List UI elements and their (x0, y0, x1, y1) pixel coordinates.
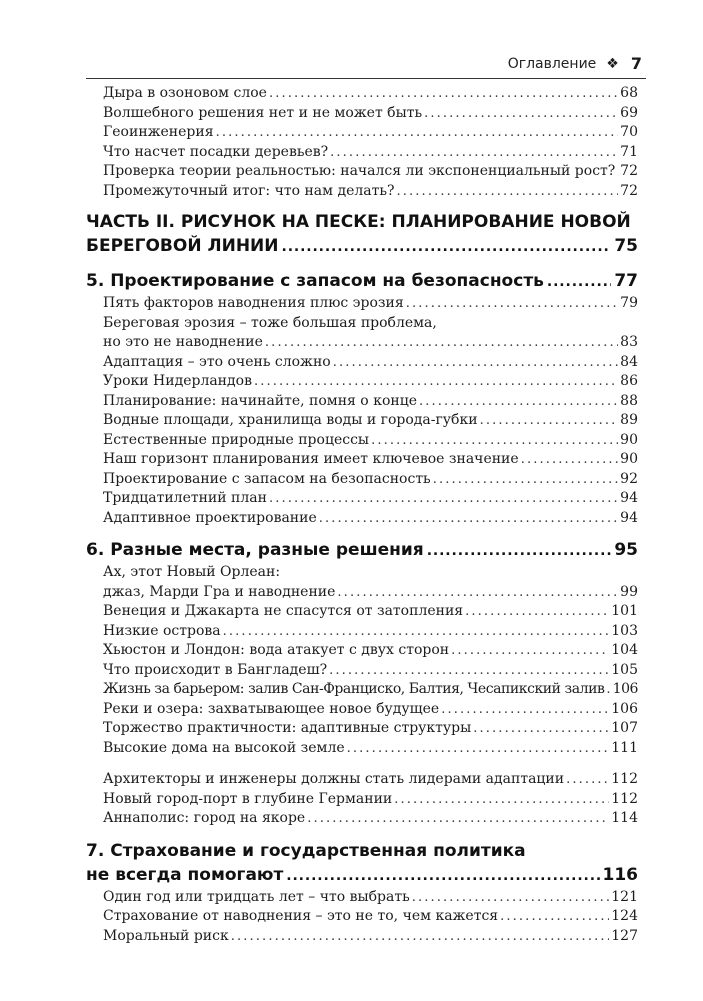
chapter-heading-line1: 7. Страхование и государственная политика (86, 840, 526, 861)
toc-entry: Аннаполис: город на якоре . . . 114 (86, 809, 638, 829)
toc-entry: Высокие дома на высокой земле . . . 111 (86, 739, 638, 759)
toc-entry: но это не наводнение . . . 83 (86, 333, 638, 353)
toc-entry: Жизнь за барьером: залив Сан-Франциско, Балтия, Чесапикский залив . . . 106 (86, 680, 638, 700)
toc-entry-line1: Береговая эрозия – тоже большая проблема, (103, 314, 437, 331)
toc-entry: Новый город-порт в глубине Германии . . . 112 (86, 790, 638, 810)
toc-entry: Дыра в озоновом слое . . . 68 (86, 84, 638, 104)
part-heading-line1: ЧАСТЬ II. РИСУНОК НА ПЕСКЕ: ПЛАНИРОВАНИЕ НОВОЙ (86, 212, 631, 232)
toc-entry: Хьюстон и Лондон: вода атакует с двух сторон . . . 104 (86, 641, 638, 661)
toc-entry: Уроки Нидерландов . . . 86 (86, 372, 638, 392)
toc-entry: Проверка теории реальностью: начался ли экспоненциальный рост? . . . 72 (86, 162, 638, 182)
toc-entry: Моральный риск . . . 127 (86, 927, 638, 947)
toc-entry: Реки и озера: захватывающее новое будущее . . . 106 (86, 700, 638, 720)
chapter-heading: 6. Разные места, разные решения . . . 95 (86, 538, 638, 563)
toc-entry-line1: Ах, этот Новый Орлеан: (103, 564, 281, 580)
running-header (86, 50, 646, 79)
chapter-heading: 5. Проектирование с запасом на безопасность . . . 77 (86, 269, 638, 294)
toc-entry: Наш горизонт планирования имеет ключевое значение . . . 90 (86, 450, 638, 470)
toc-entry: Что насчет посадки деревьев? . . . 71 (86, 143, 638, 163)
toc-entry: Что происходит в Бангладеш? . . . 105 (86, 661, 638, 681)
header-title: Оглавление (507, 56, 597, 72)
part-heading: БЕРЕГОВОЙ ЛИНИИ . . . 75 (86, 234, 638, 259)
page-number: 7 (630, 54, 642, 73)
toc-entry: Торжество практичности: адаптивные структуры . . . 107 (86, 719, 638, 739)
header-ornament-icon: ❖ (606, 56, 619, 72)
toc-entry: Тридцатилетний план . . . 94 (86, 489, 638, 509)
table-of-contents (86, 84, 638, 946)
chapter-heading: не всегда помогают . . . 116 (86, 863, 638, 888)
toc-entry: Адаптация – это очень сложно . . . 84 (86, 353, 638, 373)
toc-entry: Промежуточный итог: что нам делать? . . . 72 (86, 182, 638, 202)
toc-entry: Водные площади, хранилища воды и города-губки . . . 89 (86, 411, 638, 431)
toc-entry: Венеция и Джакарта не спасутся от затопления . . . 101 (86, 602, 638, 622)
toc-entry: Геоинженерия . . . 70 (86, 123, 638, 143)
toc-entry: Волшебного решения нет и не может быть . . . 69 (86, 104, 638, 124)
toc-entry: Естественные природные процессы . . . 90 (86, 431, 638, 451)
toc-entry: Проектирование с запасом на безопасность . . . 92 (86, 470, 638, 490)
toc-entry: Низкие острова . . . 103 (86, 622, 638, 642)
toc-entry: джаз, Марди Гра и наводнение . . . 99 (86, 583, 638, 603)
toc-entry: Архитекторы и инженеры должны стать лидерами адаптации . . . 112 (86, 770, 638, 790)
toc-entry: Адаптивное проектирование . . . 94 (86, 509, 638, 529)
toc-entry: Страхование от наводнения – это не то, чем кажется . . . 124 (86, 907, 638, 927)
toc-entry: Планирование: начинайте, помня о конце . . . 88 (86, 392, 638, 412)
toc-entry: Один год или тридцать лет – что выбрать . . . 121 (86, 888, 638, 908)
toc-entry: Пять факторов наводнения плюс эрозия . . . 79 (86, 294, 638, 314)
